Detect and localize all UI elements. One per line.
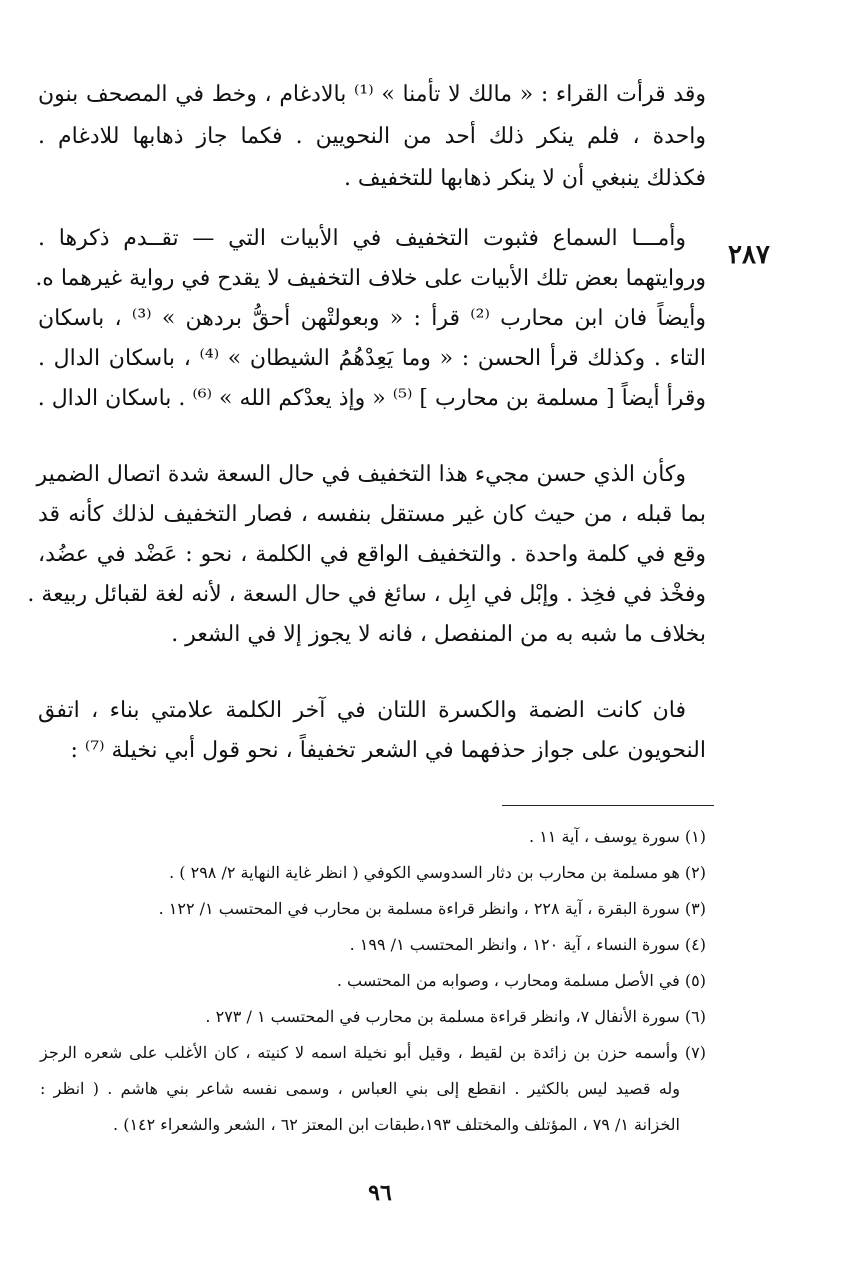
text-line: بما قبله ، من حيث كان غير مستقل بنفسه ، فصار التخفيف لذلك كأنه قد [38,502,706,527]
text-line: وقع في كلمة واحدة . والتخفيف الواقع في الكلمة ، نحو : عَضْد في عضُد، [38,542,706,567]
text-line: وروايتهما بعض تلك الأبيات على خلاف التخفيف لا يقدح في رواية غيرهما ه. [35,266,706,291]
text-line: وفخْذ في فخِذ . وإبْل في ابِل ، سائغ في حال السعة ، لأنه لغة لقبائل ربيعة . [27,582,706,607]
text-line: واحدة ، فلم ينكر ذلك أحد من النحويين . فكما جاز ذهابها للادغام . [38,124,706,149]
text-line: فكذلك ينبغي أن لا ينكر ذهابها للتخفيف . [343,166,706,191]
footnote: (٥) في الأصل مسلمة ومحارب ، وصوابه من المحتسب . [336,971,706,990]
text-line: النحويون على جواز حذفهما في الشعر تخفيفاً ، نحو قول أبي نخيلة ⁽⁷⁾ : [70,738,706,763]
footnote-separator [502,805,714,806]
footnote: (٣) سورة البقرة ، آية ٢٢٨ ، وانظر قراءة مسلمة بن محارب في المحتسب ١/ ١٢٢ . [158,899,706,918]
text-line: وقرأ أيضاً [ مسلمة بن محارب ] ⁽⁵⁾ « وإذ يعدْكم الله » ⁽⁶⁾ . باسكان الدال . [37,386,706,411]
text-line: وأيضاً فان ابن محارب ⁽²⁾ قرأ : « وبعولتْهن أحقُّ بردهن » ⁽³⁾ ، باسكان [38,306,706,331]
footnote: (٦) سورة الأنفال ٧، وانظر قراءة مسلمة بن محارب في المحتسب ١ / ٢٧٣ . [205,1007,706,1026]
footnote: (٤) سورة النساء ، آية ١٢٠ ، وانظر المحتسب ١/ ١٩٩ . [349,935,706,954]
text-line: بخلاف ما شبه به من المنفصل ، فانه لا يجوز إلا في الشعر . [171,622,706,647]
text-line: وأمـــا السماع فثبوت التخفيف في الأبيات التي — تقــدم ذكرها . [38,226,686,251]
footnote: وله قصيد ليس بالكثير . انقطع إلى بني العباس ، وسمى نفسه شاعر بني هاشم . ( انظر : [40,1079,680,1098]
footnote: (٧) وأسمه حزن بن زائدة بن لقيط ، وقيل أبو نخيلة اسمه لا كنيته ، كان الأغلب على شعره الرجز [40,1043,706,1062]
text-line: وكأن الذي حسن مجيء هذا التخفيف في حال السعة شدة اتصال الضمير [36,462,686,487]
footnote: (٢) هو مسلمة بن محارب بن دثار السدوسي الكوفي ( انظر غاية النهاية ٢/ ٢٩٨ ) . [169,863,706,882]
text-line: التاء . وكذلك قرأ الحسن : « وما يَعِدْهُمُ الشيطان » ⁽⁴⁾ ، باسكان الدال . [38,346,706,371]
page-folio-number: ٩٦ [368,1180,392,1206]
footnote: (١) سورة يوسف ، آية ١١ . [529,827,706,846]
text-line: وقد قرأت القراء : « مالك لا تأمنا » ⁽¹⁾ بالادغام ، وخط في المصحف بنون [38,82,706,107]
footnote: الخزانة ١/ ٧٩ ، المؤتلف والمختلف ١٩٣،طبقات ابن المعتز ٦٢ ، الشعر والشعراء ١٤٢) . [113,1115,680,1134]
text-line: فان كانت الضمة والكسرة اللتان في آخر الكلمة علامتي بناء ، اتفق [38,698,686,723]
margin-page-number: ٢٨٧ [728,240,770,270]
